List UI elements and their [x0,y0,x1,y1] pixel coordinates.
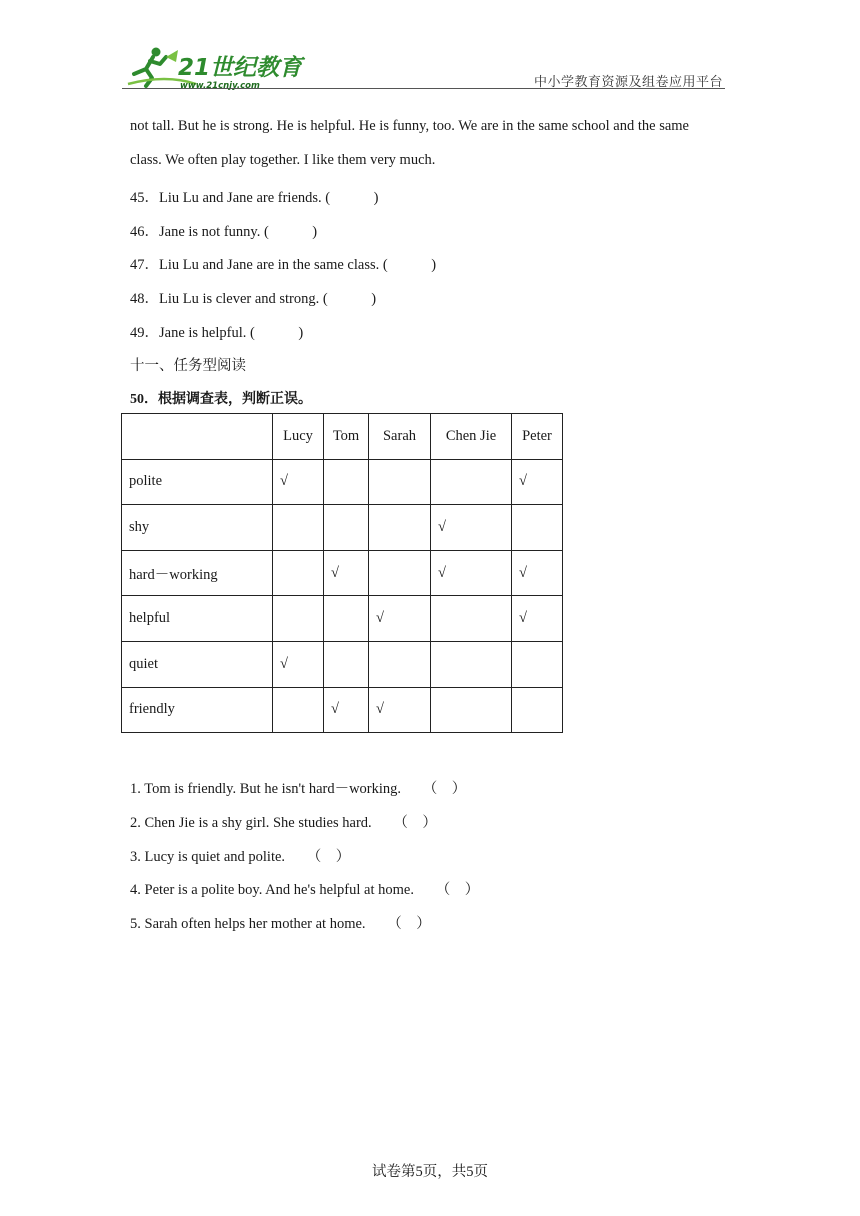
row-label: friendly [122,687,273,733]
table-cell [369,505,431,551]
page-footer: 试卷第5页，共5页 [372,1164,488,1180]
table-cell [369,459,431,505]
logo-flag [166,50,178,62]
question-45: 45．Liu Lu and Jane are friends. ( ) [130,190,379,206]
table-cell: √ [431,505,512,551]
table-cell: √ [273,459,324,505]
instruction-text: 根据调查表，判断正误。 [158,391,312,407]
table-cell [431,596,512,642]
21cnjy-logo [126,44,306,90]
row-label: helpful [122,596,273,642]
table-row [122,641,563,687]
judgment-5: 5. Sarah often helps her mother at home. （ ） [130,916,431,932]
header-cell-tom: Tom [324,414,369,460]
table-cell: √ [324,550,369,596]
table-cell [324,641,369,687]
table-cell [273,550,324,596]
judgment-4: 4. Peter is a polite boy. And he's helpful at home. （ ） [130,882,480,898]
table-cell: √ [273,641,324,687]
logo-url: www.21cnjy.com [180,81,260,90]
table-row [122,550,563,596]
table-cell: √ [369,687,431,733]
survey-table [121,413,563,733]
passage-line-2: class. We often play together. I like them very much. [130,152,436,168]
question-46: 46．Jane is not funny. ( ) [130,224,318,240]
header-tagline: 中小学教育资源及组卷应用平台 [533,75,723,90]
table-cell [324,505,369,551]
table-cell: √ [512,550,563,596]
table-cell [431,459,512,505]
table-cell [369,641,431,687]
logo-text: 21世纪教育 [178,55,303,81]
table-cell [369,550,431,596]
table-cell [273,505,324,551]
table-cell [273,687,324,733]
table-cell: √ [369,596,431,642]
row-label: shy [122,505,273,551]
header-cell-lucy: Lucy [273,414,324,460]
section-title: 十一、任务型阅读 [130,358,246,374]
header-cell-peter: Peter [512,414,563,460]
table-cell: √ [512,459,563,505]
judgment-2: 2. Chen Jie is a shy girl. She studies hard. （ ） [130,815,437,831]
table-row [122,687,563,733]
instruction-50 [130,388,312,408]
question-47: 47．Liu Lu and Jane are in the same class. ( ) [130,257,437,273]
table-cell [431,641,512,687]
question-48: 48．Liu Lu is clever and strong. ( ) [130,291,377,307]
header-divider [122,88,725,89]
table-cell [512,641,563,687]
table-cell: √ [431,550,512,596]
table-cell: √ [324,687,369,733]
row-label: quiet [122,641,273,687]
table-cell [324,459,369,505]
table-row [122,596,563,642]
table-cell [273,596,324,642]
header-cell-sarah: Sarah [369,414,431,460]
judgment-1: 1. Tom is friendly. But he isn't hard－working. （ ） [130,781,467,797]
header-cell [122,414,273,460]
question-49: 49．Jane is helpful. ( ) [130,325,304,341]
table-cell [431,687,512,733]
instruction-number: 50． [130,392,158,407]
table-cell: √ [512,596,563,642]
row-label: hard－working [122,550,273,596]
table-row [122,459,563,505]
table-cell [324,596,369,642]
table-cell [512,505,563,551]
table-row [122,505,563,551]
table-cell [512,687,563,733]
page-header [122,40,725,92]
row-label: polite [122,459,273,505]
judgment-3: 3. Lucy is quiet and polite. （ ） [130,849,351,865]
passage-line-1: not tall. But he is strong. He is helpful. He is funny, too. We are in the same school and the same [130,118,689,134]
header-cell-chen-jie: Chen Jie [431,414,512,460]
table-header-row [122,414,563,460]
